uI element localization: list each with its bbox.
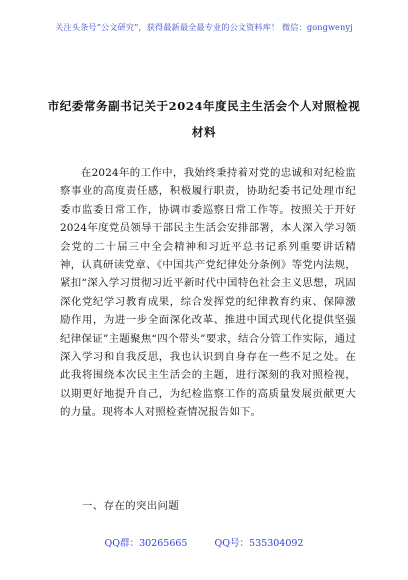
document-body (60, 164, 356, 422)
contact-footer (0, 535, 408, 549)
promo-banner: 关注头条号“公文研究”，获得最新最全最专业的公文资料库！ 微信：gongwenyj (55, 22, 353, 32)
qq-group-number: QQ群：30265665 (104, 538, 188, 549)
qq-account-number: QQ号：535304092 (214, 538, 304, 549)
document-title-continued: 材料 (191, 125, 217, 139)
body-paragraph: 在2024年的工作中，我始终秉持着对党的忠诚和对纪检监察事业的高度责任感，积极履行职责，协助纪委书记处理市纪委市监委日常工作，协调市委巡察日常工作等。按照关于开好2024年度党员领导干部民主生活会安排部署，本人深入学习领会党的二十届三中全会精神和习近平总书记系列重要讲话精神，认真研读党章、《中国共产党纪律处分条例》等党内法规，紧扣“深入学习贯彻习近平新时代中国特色社会主义思想，巩固深化党纪学习教育成果，综合发挥党的纪律教育约束、保障激励作用，为进一步全面深化改革、推进中国式现代化提供坚强纪律保证”主题聚焦“四个带头”要求，结合分管工作实际，通过深入学习和自我反思，我也认识到自身存在一些不足之处。在此我将围绕本次民主生活会的主题，进行深刻的我对照检视，以期更好地提升自己，为纪检监察工作的高质量发展贡献更大的力量。现将本人对照检查情况报告如下。 (60, 167, 356, 419)
document-title: 市纪委常务副书记关于2024年度民主生活会个人对照检视 (47, 99, 361, 113)
section-heading: 一、存在的突出问题 (82, 500, 180, 512)
